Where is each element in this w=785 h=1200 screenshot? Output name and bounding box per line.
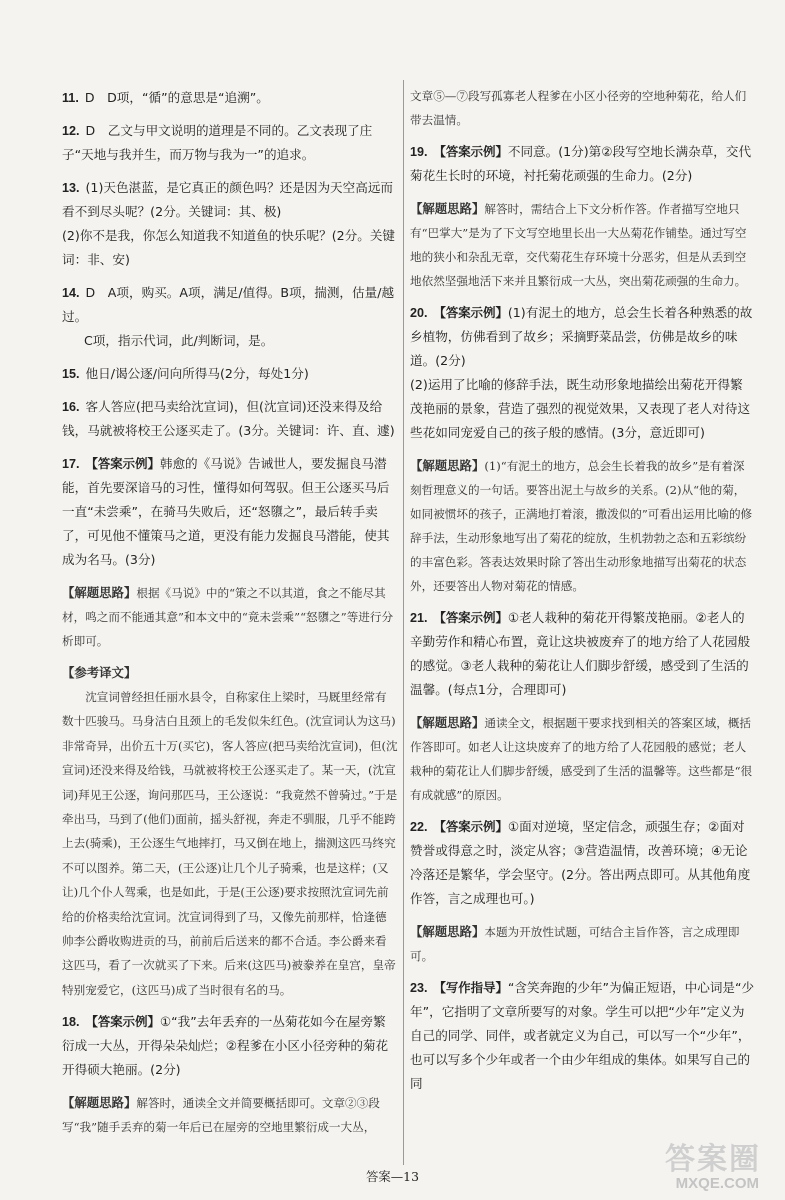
answer-23 [410, 976, 755, 1096]
solution-idea-text: 本题为开放性试题，可结合主旨作答，言之成理即可。 [410, 925, 740, 963]
answer-17 [62, 452, 398, 572]
solution-idea-tag: 【解题思路】 [62, 1095, 137, 1111]
right-column [410, 84, 755, 1105]
answer-22 [410, 815, 755, 911]
answer-text: (2)你不是我，你怎么知道我不知道鱼的快乐呢？(2分。关键词：非、安) [62, 228, 396, 267]
solution-idea-text: 通读全文，根据题干要求找到相关的答案区域，概括作答即可。如老人让这块废弃了的地方给了人花园般的感觉；老人栽种的菊花让人们脚步舒缓，感受到了生活的温馨等。这些都是“很有成就感”的原因。 [410, 716, 753, 802]
column-divider [403, 80, 404, 1165]
answer-18 [62, 1010, 398, 1082]
answer-text: D D项，“循”的意思是“追溯”。 [84, 90, 269, 105]
page-number: 答案—13 [366, 1169, 419, 1184]
question-number: 18. [62, 1015, 80, 1030]
question-number: 17. [62, 457, 80, 471]
writing-guide-tag: 【写作指导】 [433, 980, 508, 995]
solution-idea-tag: 【解题思路】 [410, 715, 485, 730]
answer-text: D 乙文与甲文说明的道理是不同的。乙文表现了庄子“天地与我并生，而万物与我为一”的追求。 [62, 123, 373, 162]
answer-text: (1)天色湛蓝，是它真正的颜色吗？还是因为天空高远而看不到尽头呢？(2分。关键词：其、极) [62, 180, 394, 219]
question-number: 16. [62, 400, 80, 414]
answer-text: C项，指示代词，此/判断词，是。 [84, 333, 274, 348]
answer-example-tag: 【答案示例】 [433, 305, 508, 320]
answer-20 [410, 301, 755, 445]
answer-example-tag: 【答案示例】 [433, 610, 508, 625]
solution-idea-text: 根据《马说》中的“策之不以其道，食之不能尽其材，鸣之而不能通其意”和本文中的“竟未尝乘”“怒隳之”等进行分析即可。 [62, 586, 394, 648]
answer-text: “含笑奔跑的少年”为偏正短语，中心词是“少年”，它指明了文章所要写的对象。学生可以把“少年”定义为自己的同学、同伴，或者就定义为自己，可以写一个“少年”，也可以写多个少年或者一个由少年组成的集体。如果写自己的同 [410, 980, 755, 1091]
question-number: 22. [410, 820, 428, 834]
answer-text: 他日/谒公逐/问向所得马(2分，每处1分) [85, 366, 309, 381]
solution-idea-tag: 【解题思路】 [410, 458, 485, 473]
answer-text: ①“我”去年丢弃的一丛菊花如今在屋旁繁衍成一大丛，开得朵朵灿烂；②程爹在小区小径旁种的菊花开得硕大艳丽。(2分) [62, 1014, 389, 1078]
answer-example-tag: 【答案示例】 [85, 1014, 160, 1030]
question-number: 13. [62, 181, 80, 195]
answer-13 [62, 176, 398, 272]
answer-15 [62, 362, 398, 386]
answer-text: 韩愈的《马说》告诫世人，要发掘良马潜能，首先要深谙马的习性，懂得如何驾驭。但王公逐买马后一直“未尝乘”，在骑马失败后，还“怒隳之”，最后转手卖了，可见他不懂策马之道，更没有能力发掘良马潜能，使其成为名马。(3分) [62, 456, 390, 567]
answer-text: 不同意。(1分)第②段写空地长满杂草，交代菊花生长时的环境，衬托菊花顽强的生命力。(2分) [410, 144, 752, 183]
answer-14 [62, 281, 398, 353]
watermark-logo [627, 1134, 767, 1194]
solution-idea-text: 解答时，需结合上下文分析作答。作者描写空地只有“巴掌大”是为了下文写空地里长出一大丛菊花作铺垫。通过写空地的狭小和杂乱无章，交代菊花生存环境十分恶劣，但是从丢到空地依然坚强地活下来并且繁衍成一大丛，突出菊花顽强的生命力。 [410, 202, 747, 288]
answer-example-tag: 【答案示例】 [433, 819, 508, 834]
question-number: 15. [62, 367, 80, 381]
answer-text: D A项，购买。A项，满足/值得。B项，揣测，估量/越过。 [62, 285, 395, 324]
solution-idea-21 [410, 711, 755, 807]
solution-idea-tag: 【解题思路】 [410, 201, 485, 216]
answer-19 [410, 140, 755, 188]
solution-idea-22 [410, 920, 755, 968]
question-number: 12. [62, 124, 80, 138]
answer-example-tag: 【答案示例】 [433, 144, 508, 159]
solution-idea-20 [410, 454, 755, 598]
answer-example-tag: 【答案示例】 [85, 456, 160, 471]
solution-idea-18-continued [410, 84, 755, 132]
answer-12 [62, 119, 398, 167]
solution-idea-text: (1)“有泥土的地方，总会生长着我的故乡”是有着深刻哲理意义的一句话。要答出泥土与故乡的关系。(2)从“他的菊，如同被惯坏的孩子，正满地打着滚，撒泼似的”可看出运用比喻的修辞手法，生动形象地写出了菊花的绽放，生机勃勃之态和五彩缤纷的丰富色彩。答表达效果时除了答出生动形象地描写出菊花的状态外，还要答出人物对菊花的情感。 [410, 459, 753, 593]
question-number: 14. [62, 286, 80, 300]
reference-translation-17 [62, 661, 398, 1002]
answer-text: (1)有泥土的地方，总会生长着各种熟悉的故乡植物，仿佛看到了故乡；采摘野菜品尝，仿佛是故乡的味道。(2分) [410, 305, 753, 368]
answer-text: ①面对逆境，坚定信念，顽强生存；②面对赞誉或得意之时，淡定从容；③营造温情，改善环境；④无论冷落还是繁华，学会坚守。(2分。答出两点即可。从其他角度作答，言之成理也可。) [410, 819, 751, 906]
answer-text: 客人答应(把马卖给沈宣词)，但(沈宣词)还没来得及给钱，马就被将校王公逐买走了。(3分。关键词：许、直、遽) [62, 399, 395, 438]
left-column [62, 86, 398, 1147]
question-number: 20. [410, 306, 428, 320]
solution-idea-17 [62, 581, 398, 653]
reference-translation-text: 沈宣词曾经担任丽水县令，自称家住上梁时，马厩里经常有数十匹骏马。马身洁白且颈上的毛发似朱红色。(沈宣词认为这马)非常奇异，出价五十万(买它)，客人答应(把马卖给沈宣词)，但(沈宣词)还没来得及给钱，马就被将校王公逐买走了。某一天，(沈宣词)拜见王公逐，询问那匹马，王公逐说：“我竟然不曾骑过。”于是牵出马，马到了(他们)面前，摇头舒视，奔走不驯服，几乎不能跨上去(骑乘)，王公逐生气地摔打，马又倒在地上，揣测这匹马终究不可以图养。第二天，(王公逐)让几个儿子骑乘，也是这样；(又让)几个仆人驾乘，也是如此，于是(王公逐)要求按照沈宣词先前给的价格卖给沈宣词。沈宣词得到了马，又像先前那样，恰逢德帅李公爵收购进贡的马，前前后后送来的都不合适。李公爵来看这匹马，看了一次就买了下来。后来(这匹马)被豢养在皇宫，皇帝特别宠爱它，(这匹马)成了当时很有名的马。 [62, 690, 398, 997]
question-number: 23. [410, 981, 428, 995]
solution-idea-text: 文章⑤—⑦段写孤寡老人程爹在小区小径旁的空地种菊花，给人们带去温情。 [410, 89, 747, 127]
watermark-text: 答案圈 [665, 1142, 761, 1177]
answer-16 [62, 395, 398, 443]
question-number: 19. [410, 145, 428, 159]
answer-21 [410, 606, 755, 702]
answer-text: (2)运用了比喻的修辞手法，既生动形象地描绘出菊花开得繁茂艳丽的景象，营造了强烈的视觉效果，又表现了老人对待这些花如同宠爱自己的孩子般的感情。(3分，意近即可) [410, 377, 751, 440]
watermark-url: MXQE.COM [675, 1175, 759, 1192]
answer-11 [62, 86, 398, 110]
solution-idea-text: 解答时，通读全文并简要概括即可。文章②③段写“我”随手丢弃的菊一年后已在屋旁的空地里繁衍成一大丛， [62, 1096, 380, 1135]
question-number: 21. [410, 611, 428, 625]
solution-idea-tag: 【解题思路】 [410, 924, 485, 939]
answer-text: ①老人栽种的菊花开得繁茂艳丽。②老人的辛勤劳作和精心布置，竟让这块被废弃了的地方给了人花园般的感觉。③老人栽种的菊花让人们脚步舒缓，感受到了生活的温馨。(每点1分，合理即可) [410, 610, 751, 697]
solution-idea-tag: 【解题思路】 [62, 585, 137, 600]
solution-idea-19 [410, 197, 755, 293]
question-number: 11. [62, 91, 79, 105]
reference-translation-tag: 【参考译文】 [62, 665, 137, 680]
solution-idea-18 [62, 1091, 398, 1139]
